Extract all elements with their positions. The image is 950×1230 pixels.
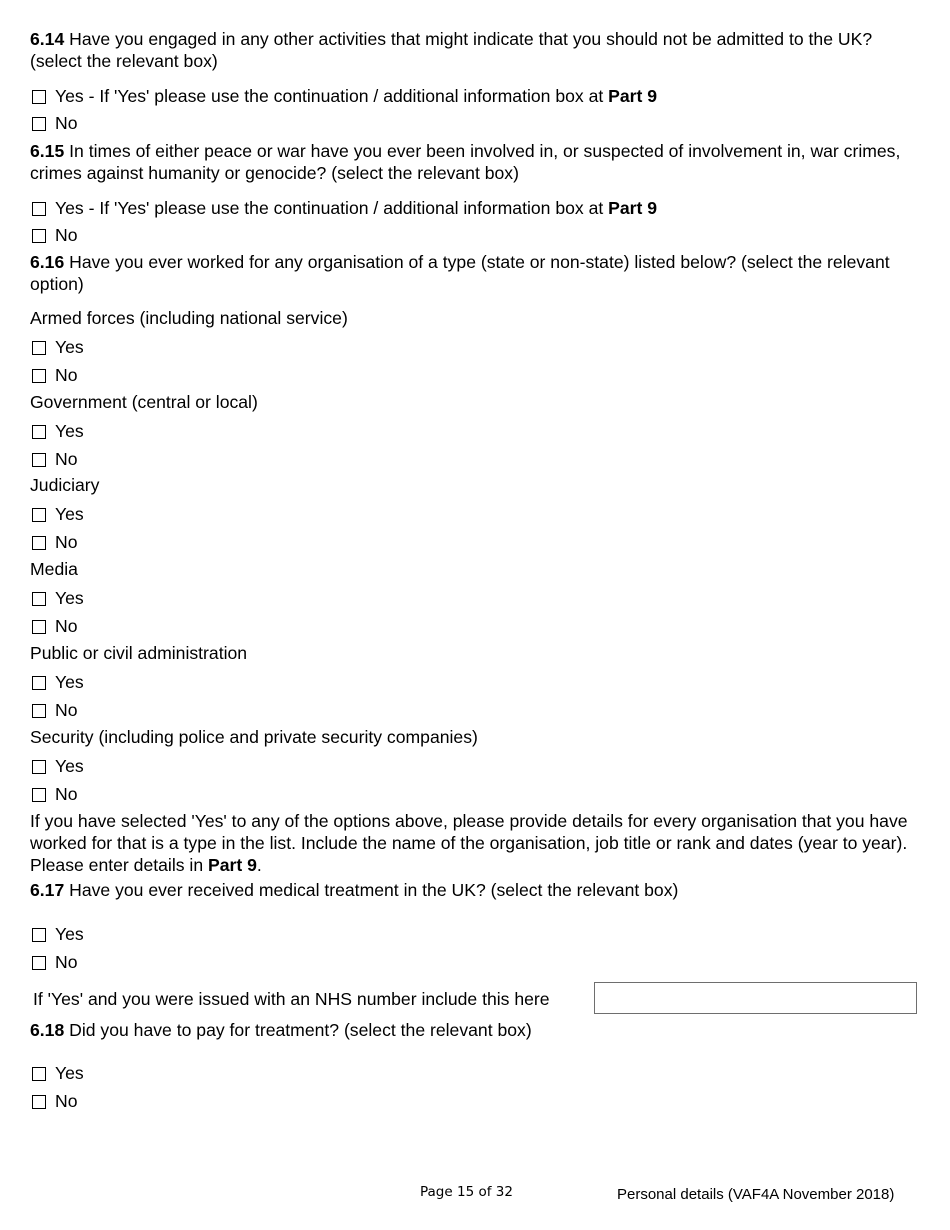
q615-yes-checkbox[interactable]: [32, 202, 46, 216]
part-reference: Part 9: [608, 198, 658, 218]
q618-yes-option[interactable]: [32, 1062, 84, 1084]
category-government: Government (central or local): [30, 392, 258, 412]
security-yes-option[interactable]: [32, 755, 84, 777]
public-admin-yes-checkbox[interactable]: [32, 676, 46, 690]
question-number: 6.14: [30, 29, 65, 49]
part-reference: Part 9: [208, 855, 257, 875]
instruction-text: If you have selected 'Yes' to any of the options above, please provide details for every organisation that you have worked for that is a type in the list. Include the name of the organisation, job title or rank and dates (year to year). Please enter details in: [30, 811, 908, 875]
security-yes-checkbox[interactable]: [32, 760, 46, 774]
instruction-end: .: [256, 855, 262, 875]
q618-yes-checkbox[interactable]: [32, 1067, 46, 1081]
question-6-16: [30, 251, 925, 295]
category-judiciary: Judiciary: [30, 475, 100, 495]
question-6-17: [30, 879, 925, 901]
q614-yes-option[interactable]: [32, 85, 657, 107]
option-label: Yes - If 'Yes' please use the continuation / additional information box at: [55, 198, 609, 218]
question-text: Have you ever worked for any organisation of a type (state or non-state) listed below? (select the relevant option): [30, 252, 890, 294]
question-number: 6.16: [30, 252, 65, 272]
q617-yes-checkbox[interactable]: [32, 928, 46, 942]
option-label: No: [55, 449, 78, 469]
option-label: No: [55, 225, 78, 245]
q614-yes-checkbox[interactable]: [32, 90, 46, 104]
question-text: Did you have to pay for treatment? (select the relevant box): [64, 1020, 532, 1040]
q617-no-checkbox[interactable]: [32, 956, 46, 970]
category-public-administration: Public or civil administration: [30, 643, 248, 663]
security-no-option[interactable]: [32, 783, 78, 805]
government-no-checkbox[interactable]: [32, 453, 46, 467]
category-media: Media: [30, 559, 78, 579]
option-label: Yes: [55, 337, 84, 357]
option-label: Yes: [55, 1063, 84, 1083]
armed-forces-no-checkbox[interactable]: [32, 369, 46, 383]
question-text: Have you ever received medical treatment in the UK? (select the relevant box): [64, 880, 679, 900]
q618-no-checkbox[interactable]: [32, 1095, 46, 1109]
question-6-14: [30, 28, 925, 72]
judiciary-no-checkbox[interactable]: [32, 536, 46, 550]
question-text: Have you engaged in any other activities that might indicate that you should not be admitted to the UK? (select the relevant box): [30, 29, 873, 71]
media-yes-option[interactable]: [32, 587, 84, 609]
q615-yes-option[interactable]: [32, 197, 657, 219]
government-no-option[interactable]: [32, 448, 78, 470]
question-number: 6.15: [30, 141, 65, 161]
option-label: Yes: [55, 756, 84, 776]
option-label: No: [55, 113, 78, 133]
public-admin-no-option[interactable]: [32, 699, 78, 721]
q617-yes-option[interactable]: [32, 923, 84, 945]
media-no-option[interactable]: [32, 615, 78, 637]
option-label: Yes: [55, 421, 84, 441]
option-label: Yes: [55, 924, 84, 944]
q614-no-checkbox[interactable]: [32, 117, 46, 131]
option-label: Yes: [55, 588, 84, 608]
q618-no-option[interactable]: [32, 1090, 78, 1112]
security-no-checkbox[interactable]: [32, 788, 46, 802]
government-yes-option[interactable]: [32, 420, 84, 442]
armed-forces-yes-checkbox[interactable]: [32, 341, 46, 355]
q615-no-checkbox[interactable]: [32, 229, 46, 243]
question-6-18: [30, 1019, 925, 1041]
category-security: Security (including police and private security companies): [30, 727, 478, 747]
option-label: No: [55, 952, 78, 972]
public-admin-no-checkbox[interactable]: [32, 704, 46, 718]
category-armed-forces: Armed forces (including national service): [30, 308, 348, 328]
media-yes-checkbox[interactable]: [32, 592, 46, 606]
judiciary-yes-checkbox[interactable]: [32, 508, 46, 522]
public-admin-yes-option[interactable]: [32, 671, 84, 693]
nhs-number-label: If 'Yes' and you were issued with an NHS number include this here: [33, 989, 550, 1009]
option-label: No: [55, 616, 78, 636]
part-reference: Part 9: [608, 86, 658, 106]
q615-no-option[interactable]: [32, 224, 78, 246]
option-label: No: [55, 365, 78, 385]
q617-no-option[interactable]: [32, 951, 78, 973]
government-yes-checkbox[interactable]: [32, 425, 46, 439]
option-label: Yes: [55, 672, 84, 692]
question-6-15: [30, 140, 925, 184]
option-label: Yes - If 'Yes' please use the continuation / additional information box at: [55, 86, 609, 106]
option-label: No: [55, 1091, 78, 1111]
option-label: No: [55, 532, 78, 552]
question-number: 6.18: [30, 1020, 65, 1040]
nhs-number-input[interactable]: [594, 982, 917, 1014]
option-label: Yes: [55, 504, 84, 524]
armed-forces-no-option[interactable]: [32, 364, 78, 386]
judiciary-yes-option[interactable]: [32, 503, 84, 525]
option-label: No: [55, 784, 78, 804]
armed-forces-yes-option[interactable]: [32, 336, 84, 358]
q616-details-instructions: [30, 810, 925, 876]
question-text: In times of either peace or war have you ever been involved in, or suspected of involvement in, war crimes, crimes against humanity or genocide? (select the relevant box): [30, 141, 901, 183]
form-reference: Personal details (VAF4A November 2018): [617, 1186, 895, 1203]
question-number: 6.17: [30, 880, 65, 900]
option-label: No: [55, 700, 78, 720]
judiciary-no-option[interactable]: [32, 531, 78, 553]
media-no-checkbox[interactable]: [32, 620, 46, 634]
q614-no-option[interactable]: [32, 112, 78, 134]
page-number: Page 15 of 32: [420, 1184, 513, 1200]
